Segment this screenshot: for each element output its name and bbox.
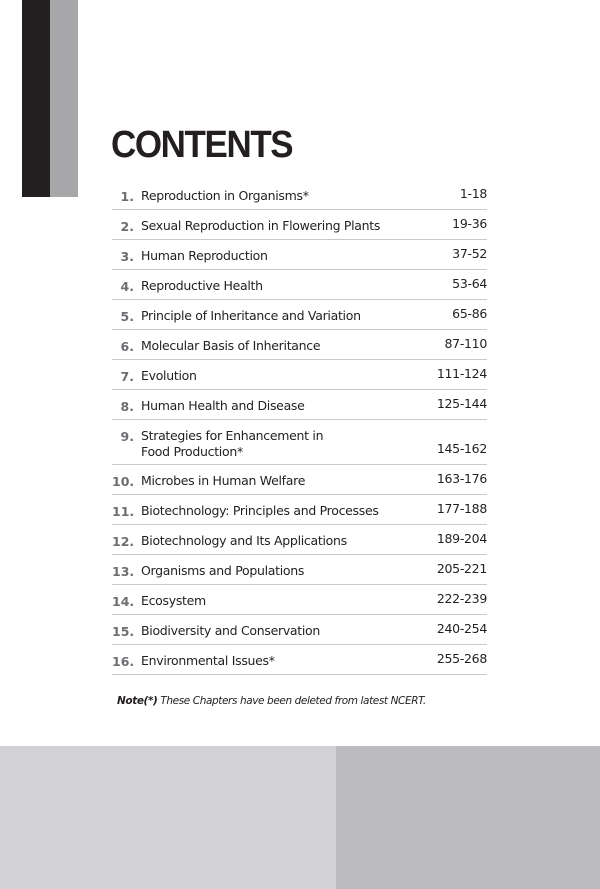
toc-row[interactable] bbox=[112, 330, 487, 360]
chapter-number: 6. bbox=[120, 339, 134, 354]
page-range: 177-188 bbox=[436, 501, 487, 516]
page-range: 111-124 bbox=[436, 366, 487, 381]
chapter-title-line-2: Food Production* bbox=[141, 444, 243, 459]
page-range: 65-86 bbox=[452, 306, 487, 321]
footer-band-left bbox=[0, 746, 336, 889]
toc-row[interactable] bbox=[112, 615, 487, 645]
toc-row[interactable] bbox=[112, 270, 487, 300]
footer-band-right bbox=[336, 746, 600, 889]
chapter-number: 3. bbox=[120, 249, 134, 264]
toc-row[interactable] bbox=[112, 555, 487, 585]
toc-row[interactable] bbox=[112, 465, 487, 495]
chapter-number: 8. bbox=[120, 399, 134, 414]
page-range: 205-221 bbox=[436, 561, 487, 576]
chapter-number: 9. bbox=[120, 429, 134, 444]
chapter-title[interactable]: Evolution bbox=[141, 368, 197, 383]
toc-row[interactable] bbox=[112, 495, 487, 525]
page-range: 222-239 bbox=[436, 591, 487, 606]
decorative-bar-black bbox=[22, 0, 50, 197]
footnote-text: These Chapters have been deleted from latest NCERT. bbox=[157, 695, 426, 707]
chapter-title-line-1: Strategies for Enhancement in bbox=[141, 428, 324, 443]
toc-row[interactable] bbox=[112, 360, 487, 390]
toc-row[interactable] bbox=[112, 390, 487, 420]
chapter-title[interactable]: Biodiversity and Conservation bbox=[141, 623, 321, 638]
toc-row[interactable] bbox=[112, 210, 487, 240]
chapter-number: 14. bbox=[112, 594, 135, 609]
page-range: 145-162 bbox=[436, 441, 487, 456]
decorative-bar-grey bbox=[50, 0, 78, 197]
page-title: CONTENTS bbox=[111, 124, 293, 166]
chapter-number: 15. bbox=[112, 624, 135, 639]
toc-row[interactable] bbox=[112, 300, 487, 330]
chapter-title[interactable]: Organisms and Populations bbox=[141, 563, 305, 578]
chapter-number: 7. bbox=[120, 369, 134, 384]
page-range: 163-176 bbox=[436, 471, 487, 486]
page-range: 37-52 bbox=[452, 246, 487, 261]
toc-row[interactable] bbox=[112, 240, 487, 270]
page-range: 125-144 bbox=[436, 396, 487, 411]
toc-row[interactable] bbox=[112, 180, 487, 210]
chapter-title[interactable]: Biotechnology: Principles and Processes bbox=[141, 503, 379, 518]
chapter-number: 10. bbox=[112, 474, 135, 489]
chapter-number: 1. bbox=[120, 189, 134, 204]
chapter-title[interactable] bbox=[141, 428, 431, 460]
toc-row[interactable] bbox=[112, 525, 487, 555]
chapter-number: 13. bbox=[112, 564, 135, 579]
toc-row[interactable] bbox=[112, 585, 487, 615]
chapter-number: 12. bbox=[112, 534, 135, 549]
page-range: 53-64 bbox=[452, 276, 487, 291]
chapter-title[interactable]: Microbes in Human Welfare bbox=[141, 473, 306, 488]
chapter-title[interactable]: Human Reproduction bbox=[141, 248, 268, 263]
chapter-title[interactable]: Environmental Issues* bbox=[141, 653, 275, 668]
toc-row[interactable] bbox=[112, 420, 487, 465]
chapter-title[interactable]: Biotechnology and Its Applications bbox=[141, 533, 347, 548]
page-range: 240-254 bbox=[436, 621, 487, 636]
chapter-number: 5. bbox=[120, 309, 134, 324]
chapter-title[interactable]: Reproduction in Organisms* bbox=[141, 188, 309, 203]
chapter-title[interactable]: Ecosystem bbox=[141, 593, 206, 608]
chapter-number: 11. bbox=[112, 504, 135, 519]
chapter-title[interactable]: Sexual Reproduction in Flowering Plants bbox=[141, 218, 381, 233]
footnote-label: Note(*) bbox=[117, 695, 158, 707]
chapter-title[interactable]: Reproductive Health bbox=[141, 278, 263, 293]
chapter-number: 16. bbox=[112, 654, 135, 669]
page-range: 87-110 bbox=[444, 336, 487, 351]
chapter-number: 4. bbox=[120, 279, 134, 294]
chapter-title[interactable]: Principle of Inheritance and Variation bbox=[141, 308, 361, 323]
page-range: 1-18 bbox=[459, 186, 487, 201]
page-range: 189-204 bbox=[436, 531, 487, 546]
chapter-title[interactable]: Human Health and Disease bbox=[141, 398, 305, 413]
footnote bbox=[117, 695, 426, 707]
chapter-title[interactable]: Molecular Basis of Inheritance bbox=[141, 338, 321, 353]
chapter-number: 2. bbox=[120, 219, 134, 234]
table-of-contents bbox=[112, 180, 487, 675]
page-range: 255-268 bbox=[436, 651, 487, 666]
toc-row[interactable] bbox=[112, 645, 487, 675]
page-range: 19-36 bbox=[452, 216, 487, 231]
